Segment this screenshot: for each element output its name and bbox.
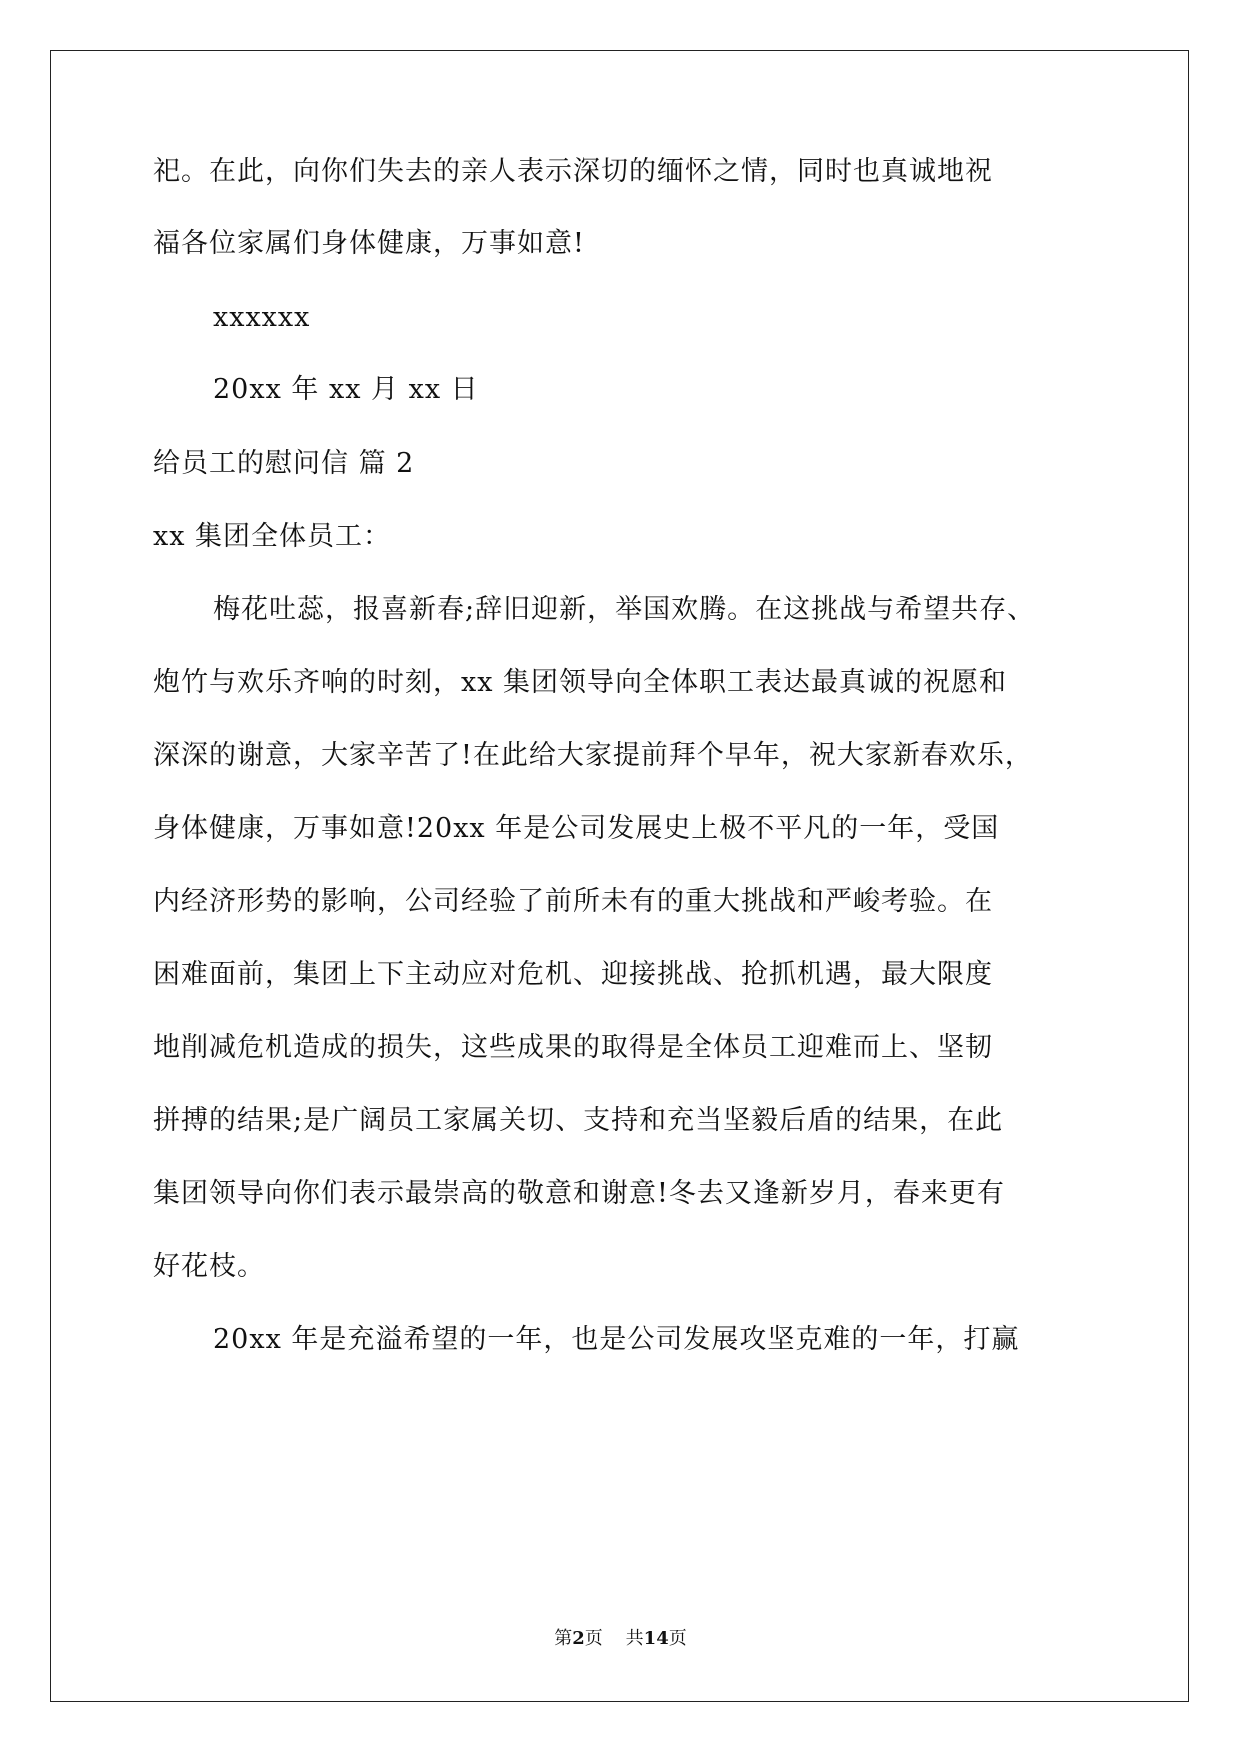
- body-line-8: 炮竹与欢乐齐响的时刻，xx 集团领导向全体职工表达最真诚的祝愿和: [153, 667, 1008, 698]
- body-line-9: 深深的谢意，大家辛苦了!在此给大家提前拜个早年，祝大家新春欢乐，: [153, 740, 1033, 771]
- body-line-11: 内经济形势的影响，公司经验了前所未有的重大挑战和严峻考验。在: [153, 886, 993, 917]
- signature-name: xxxxxx: [213, 302, 311, 333]
- body-line-13: 地削减危机造成的损失，这些成果的取得是全体员工迎难而上、坚韧: [153, 1032, 993, 1063]
- signature-date: 20xx 年 xx 月 xx 日: [213, 374, 479, 405]
- body-line-7: 梅花吐蕊，报喜新春;辞旧迎新，举国欢腾。在这挑战与希望共存、: [213, 594, 1036, 625]
- salutation: xx 集团全体员工：: [153, 521, 392, 552]
- footer-total-suffix: 页: [668, 1628, 687, 1649]
- footer-total-prefix: 共: [625, 1628, 644, 1649]
- footer-total-pages: 14: [643, 1628, 669, 1649]
- body-line-14: 拼搏的结果;是广阔员工家属关切、支持和充当坚毅后盾的结果，在此: [153, 1105, 1004, 1136]
- footer-page-suffix: 页: [584, 1628, 603, 1649]
- footer-page-number: 2: [572, 1628, 585, 1649]
- body-line-17: 20xx 年是充溢希望的一年，也是公司发展攻坚克难的一年，打赢: [213, 1324, 1020, 1355]
- body-line-2: 福各位家属们身体健康，万事如意!: [153, 228, 585, 259]
- body-line-16: 好花枝。: [153, 1251, 265, 1282]
- section-title: 给员工的慰问信 篇 2: [153, 448, 415, 479]
- body-line-15: 集团领导向你们表示最崇高的敬意和谢意!冬去又逢新岁月，春来更有: [153, 1178, 1005, 1209]
- body-line-1: 祀。在此，向你们失去的亲人表示深切的缅怀之情，同时也真诚地祝: [153, 156, 993, 187]
- page-footer: [0, 1627, 1241, 1651]
- body-line-12: 困难面前，集团上下主动应对危机、迎接挑战、抢抓机遇，最大限度: [153, 959, 993, 990]
- footer-prefix: 第: [554, 1628, 573, 1649]
- body-line-10: 身体健康，万事如意!20xx 年是公司发展史上极不平凡的一年，受国: [153, 813, 1000, 844]
